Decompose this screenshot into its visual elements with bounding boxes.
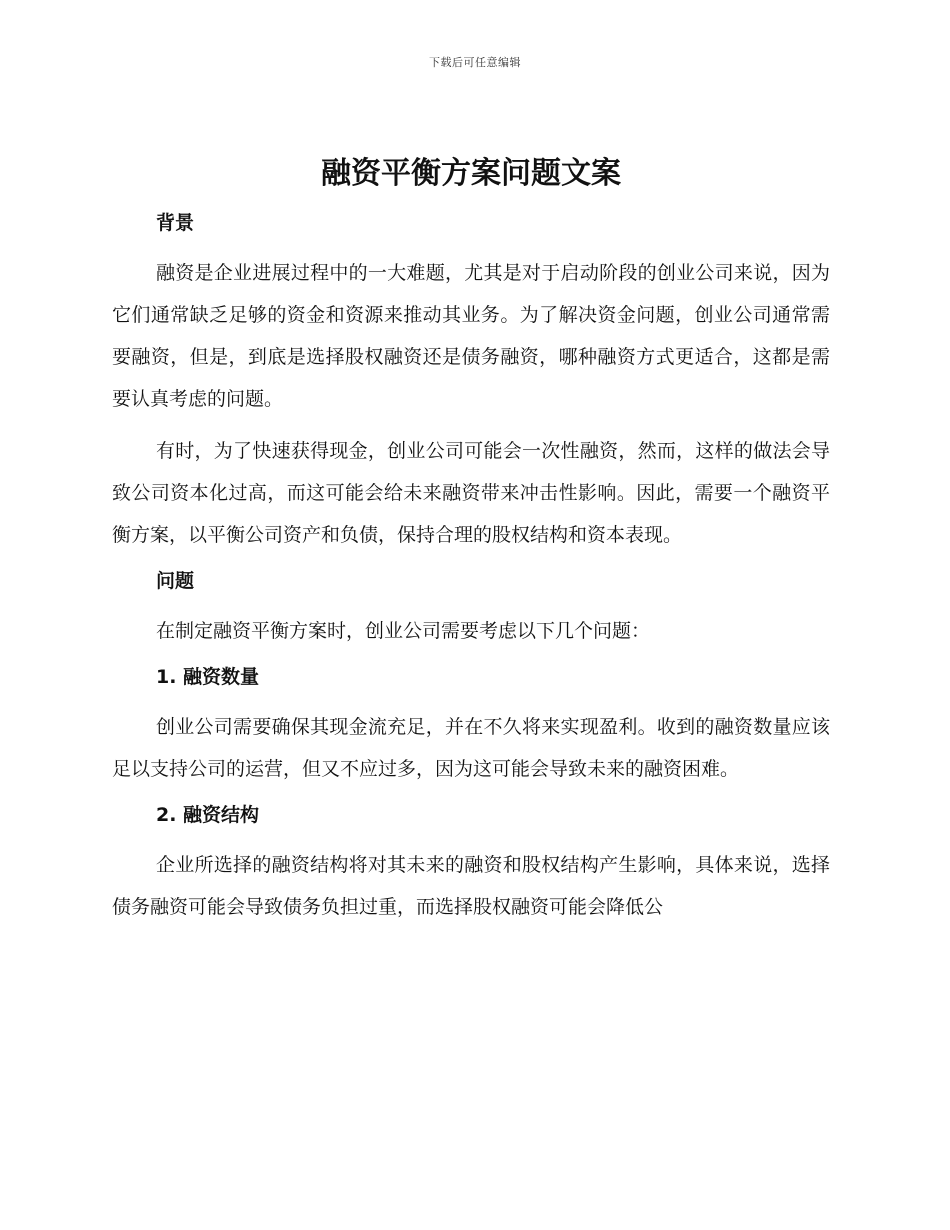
paragraph: 有时，为了快速获得现金，创业公司可能会一次性融资，然而，这样的做法会导致公司资本化过高，而这可能会给未来融资带来冲击性影响。因此，需要一个融资平衡方案，以平衡公司资产和负债，保持合理的股权结构和资本表现。 [112,440,830,546]
paragraph: 创业公司需要确保其现金流充足，并在不久将来实现盈利。收到的融资数量应该足以支持公司的运营，但又不应过多，因为这可能会导致未来的融资困难。 [112,716,830,780]
section-heading-background: 背景 [156,212,195,234]
section-heading-financing-structure: 2. 融资结构 [156,804,260,826]
page-header: 下载后可任意编辑 [429,56,521,69]
paragraph: 在制定融资平衡方案时，创业公司需要考虑以下几个问题： [156,620,651,642]
paragraph: 融资是企业进展过程中的一大难题，尤其是对于启动阶段的创业公司来说，因为它们通常缺乏足够的资金和资源来推动其业务。为了解决资金问题，创业公司通常需要融资，但是，到底是选择股权融资还是债务融资，哪种融资方式更适合，这都是需要认真考虑的问题。 [112,262,830,410]
document-body [112,150,830,938]
document-title: 融资平衡方案问题文案 [321,156,621,191]
section-heading-problem: 问题 [156,570,195,592]
section-heading-financing-amount: 1. 融资数量 [156,666,260,688]
paragraph: 企业所选择的融资结构将对其未来的融资和股权结构产生影响，具体来说，选择债务融资可能会导致债务负担过重，而选择股权融资可能会降低公 [112,854,830,918]
